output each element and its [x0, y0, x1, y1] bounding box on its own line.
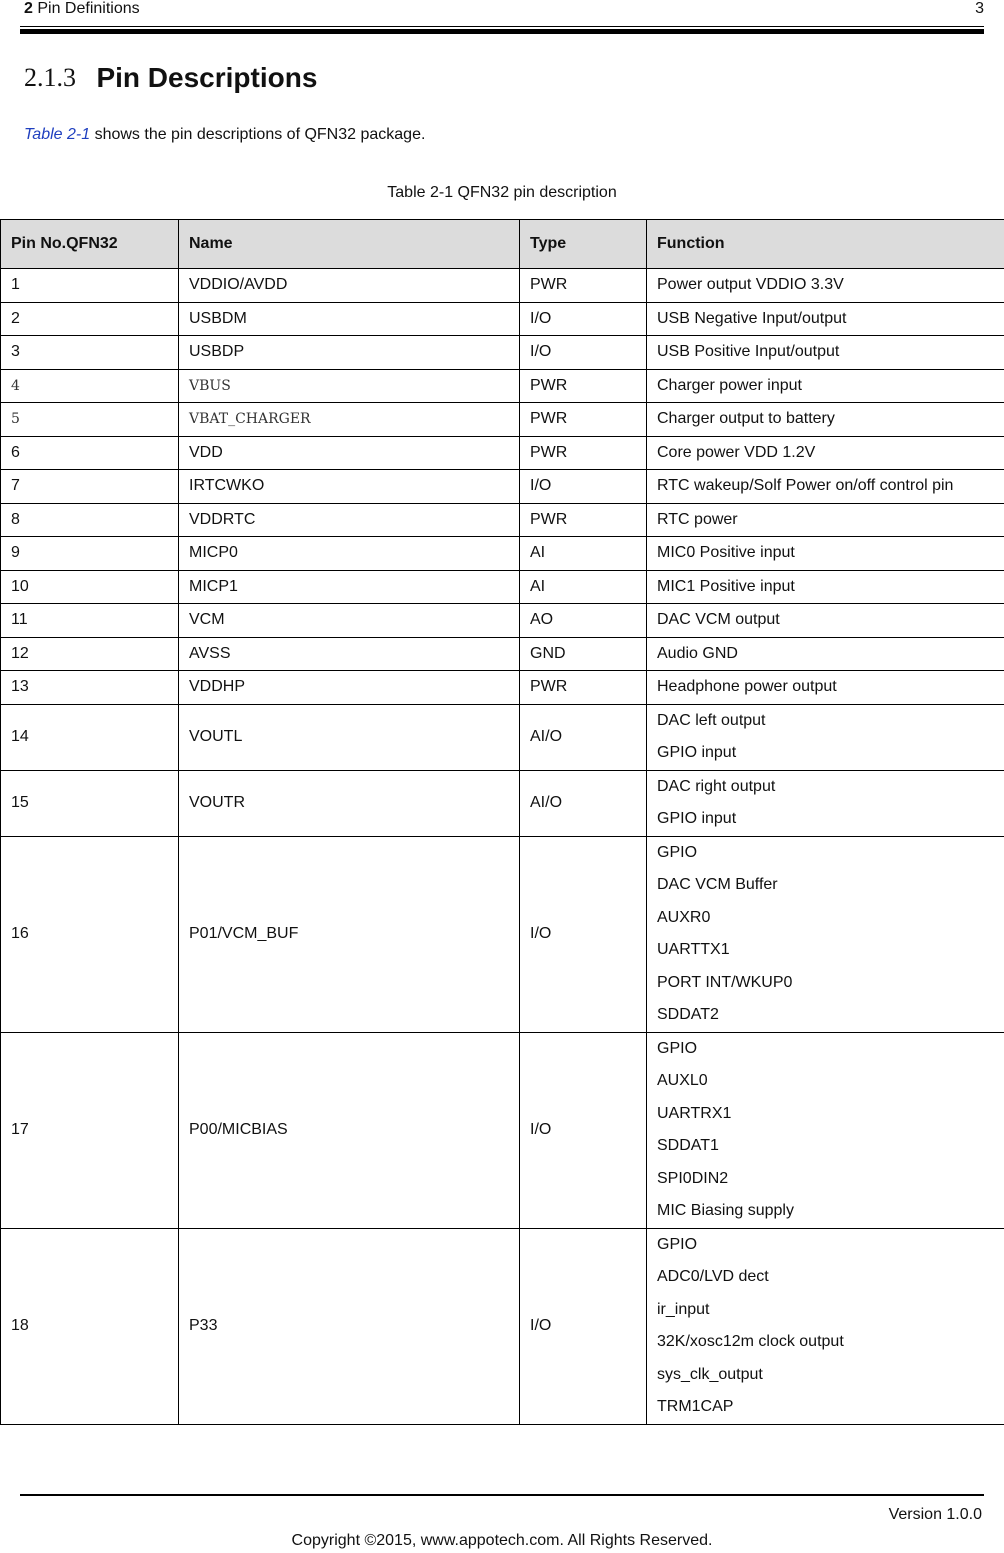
table-row — [1, 704, 1004, 770]
table-row — [1, 336, 1004, 370]
type-cell: AO — [520, 604, 647, 638]
header-rule-thick — [20, 29, 984, 34]
section-title: Pin Descriptions — [96, 62, 318, 93]
page-number: 3 — [975, 0, 984, 17]
function-cell — [647, 1032, 1004, 1228]
type-cell: I/O — [520, 336, 647, 370]
type-cell: GND — [520, 637, 647, 671]
table-header-row — [1, 220, 1004, 269]
copyright-notice: Copyright ©2015, www.appotech.com. All Rights Reserved. — [291, 1532, 713, 1549]
name-cell: VDDRTC — [179, 503, 520, 537]
function-line: ADC0/LVD dect — [657, 1268, 769, 1285]
function-line: GPIO input — [657, 810, 737, 827]
table-row — [1, 403, 1004, 437]
function-line: GPIO input — [657, 744, 737, 761]
table-row — [1, 269, 1004, 303]
table-row — [1, 637, 1004, 671]
function-line: TRM1CAP — [657, 1398, 734, 1415]
function-cell: RTC power — [647, 503, 1004, 537]
function-line: DAC left output — [657, 711, 766, 729]
type-cell: I/O — [520, 470, 647, 504]
table-row — [1, 836, 1004, 1032]
table-row — [1, 470, 1004, 504]
function-line: sys_clk_output — [657, 1365, 763, 1383]
name-cell: AVSS — [179, 637, 520, 671]
name-cell: VDDHP — [179, 671, 520, 705]
type-cell: AI — [520, 537, 647, 571]
name-cell: VBAT_CHARGER — [179, 403, 520, 437]
function-cell — [647, 704, 1004, 770]
function-line: SPI0DIN2 — [657, 1169, 729, 1187]
pin-cell: 2 — [1, 302, 179, 336]
name-cell: VOUTR — [179, 770, 520, 836]
function-cell: Core power VDD 1.2V — [647, 436, 1004, 470]
type-cell: I/O — [520, 302, 647, 336]
page-header — [24, 0, 984, 20]
chapter-title: Pin Definitions — [37, 0, 140, 17]
pin-cell: 3 — [1, 336, 179, 370]
function-line: GPIO — [657, 1039, 698, 1057]
pin-cell: 18 — [1, 1228, 179, 1424]
function-line: GPIO — [657, 1235, 698, 1253]
type-cell: I/O — [520, 1032, 647, 1228]
function-line: MIC Biasing supply — [657, 1202, 794, 1219]
function-cell: RTC wakeup/Solf Power on/off control pin — [647, 470, 1004, 504]
function-line: SDDAT2 — [657, 1006, 719, 1023]
name-cell: VOUTL — [179, 704, 520, 770]
function-line: 32K/xosc12m clock output — [657, 1333, 844, 1350]
function-line: GPIO — [657, 843, 698, 861]
table-row — [1, 671, 1004, 705]
intro-paragraph — [24, 126, 425, 144]
pin-cell: 16 — [1, 836, 179, 1032]
pin-cell: 11 — [1, 604, 179, 638]
type-cell: PWR — [520, 503, 647, 537]
name-cell: VBUS — [179, 369, 520, 403]
name-cell: VCM — [179, 604, 520, 638]
table-row — [1, 1228, 1004, 1424]
function-line: SDDAT1 — [657, 1137, 719, 1154]
pin-cell: 17 — [1, 1032, 179, 1228]
function-cell: DAC VCM output — [647, 604, 1004, 638]
table-row — [1, 604, 1004, 638]
header-rule-thin — [20, 26, 984, 27]
type-cell: I/O — [520, 836, 647, 1032]
table-row — [1, 302, 1004, 336]
pin-cell: 12 — [1, 637, 179, 671]
name-cell: USBDM — [179, 302, 520, 336]
table-row — [1, 770, 1004, 836]
name-cell: P00/MICBIAS — [179, 1032, 520, 1228]
function-cell: MIC0 Positive input — [647, 537, 1004, 571]
section-number: 2.1.3 — [24, 63, 76, 92]
function-line: ir_input — [657, 1300, 710, 1318]
type-cell: AI — [520, 570, 647, 604]
name-cell: MICP0 — [179, 537, 520, 571]
header-type: Type — [520, 220, 647, 269]
function-line: UARTRX1 — [657, 1104, 732, 1122]
pin-cell: 9 — [1, 537, 179, 571]
name-cell: MICP1 — [179, 570, 520, 604]
table-caption: Table 2-1 QFN32 pin description — [387, 184, 617, 201]
table-row — [1, 1032, 1004, 1228]
table-reference-link[interactable]: Table 2-1 — [24, 126, 91, 143]
function-line: DAC VCM Buffer — [657, 876, 778, 893]
table-row — [1, 537, 1004, 571]
chapter-number: 2 — [24, 0, 33, 17]
pin-cell: 10 — [1, 570, 179, 604]
function-cell — [647, 1228, 1004, 1424]
type-cell: PWR — [520, 269, 647, 303]
pin-cell: 15 — [1, 770, 179, 836]
function-cell: Audio GND — [647, 637, 1004, 671]
name-cell: P01/VCM_BUF — [179, 836, 520, 1032]
header-name: Name — [179, 220, 520, 269]
function-line: DAC right output — [657, 777, 776, 795]
header-pin: Pin No.QFN32 — [1, 220, 179, 269]
function-cell: USB Positive Input/output — [647, 336, 1004, 370]
pin-cell: 1 — [1, 269, 179, 303]
function-cell: MIC1 Positive input — [647, 570, 1004, 604]
name-cell: IRTCWKO — [179, 470, 520, 504]
type-cell: I/O — [520, 1228, 647, 1424]
table-row — [1, 369, 1004, 403]
pin-table — [0, 219, 1004, 1425]
table-row — [1, 436, 1004, 470]
type-cell: PWR — [520, 369, 647, 403]
header-function: Function — [647, 220, 1004, 269]
name-cell: USBDP — [179, 336, 520, 370]
intro-text: shows the pin descriptions of QFN32 package. — [90, 126, 426, 143]
pin-cell: 5 — [1, 403, 179, 437]
type-cell: PWR — [520, 436, 647, 470]
function-cell: USB Negative Input/output — [647, 302, 1004, 336]
table-row — [1, 570, 1004, 604]
pin-cell: 7 — [1, 470, 179, 504]
footer-rule — [20, 1494, 984, 1496]
version-label: Version 1.0.0 — [888, 1506, 982, 1523]
function-cell — [647, 770, 1004, 836]
type-cell: PWR — [520, 403, 647, 437]
type-cell: AI/O — [520, 770, 647, 836]
pin-cell: 13 — [1, 671, 179, 705]
name-cell: VDDIO/AVDD — [179, 269, 520, 303]
function-cell: Charger output to battery — [647, 403, 1004, 437]
pin-cell: 4 — [1, 369, 179, 403]
function-line: PORT INT/WKUP0 — [657, 973, 793, 991]
function-cell — [647, 836, 1004, 1032]
pin-cell: 8 — [1, 503, 179, 537]
name-cell: P33 — [179, 1228, 520, 1424]
function-cell: Charger power input — [647, 369, 1004, 403]
pin-cell: 6 — [1, 436, 179, 470]
function-line: AUXR0 — [657, 908, 711, 926]
function-line: UARTTX1 — [657, 941, 730, 958]
name-cell: VDD — [179, 436, 520, 470]
function-line: AUXL0 — [657, 1072, 708, 1089]
type-cell: PWR — [520, 671, 647, 705]
function-cell: Headphone power output — [647, 671, 1004, 705]
type-cell: AI/O — [520, 704, 647, 770]
table-row — [1, 503, 1004, 537]
function-cell: Power output VDDIO 3.3V — [647, 269, 1004, 303]
pin-cell: 14 — [1, 704, 179, 770]
section-heading — [24, 62, 317, 94]
